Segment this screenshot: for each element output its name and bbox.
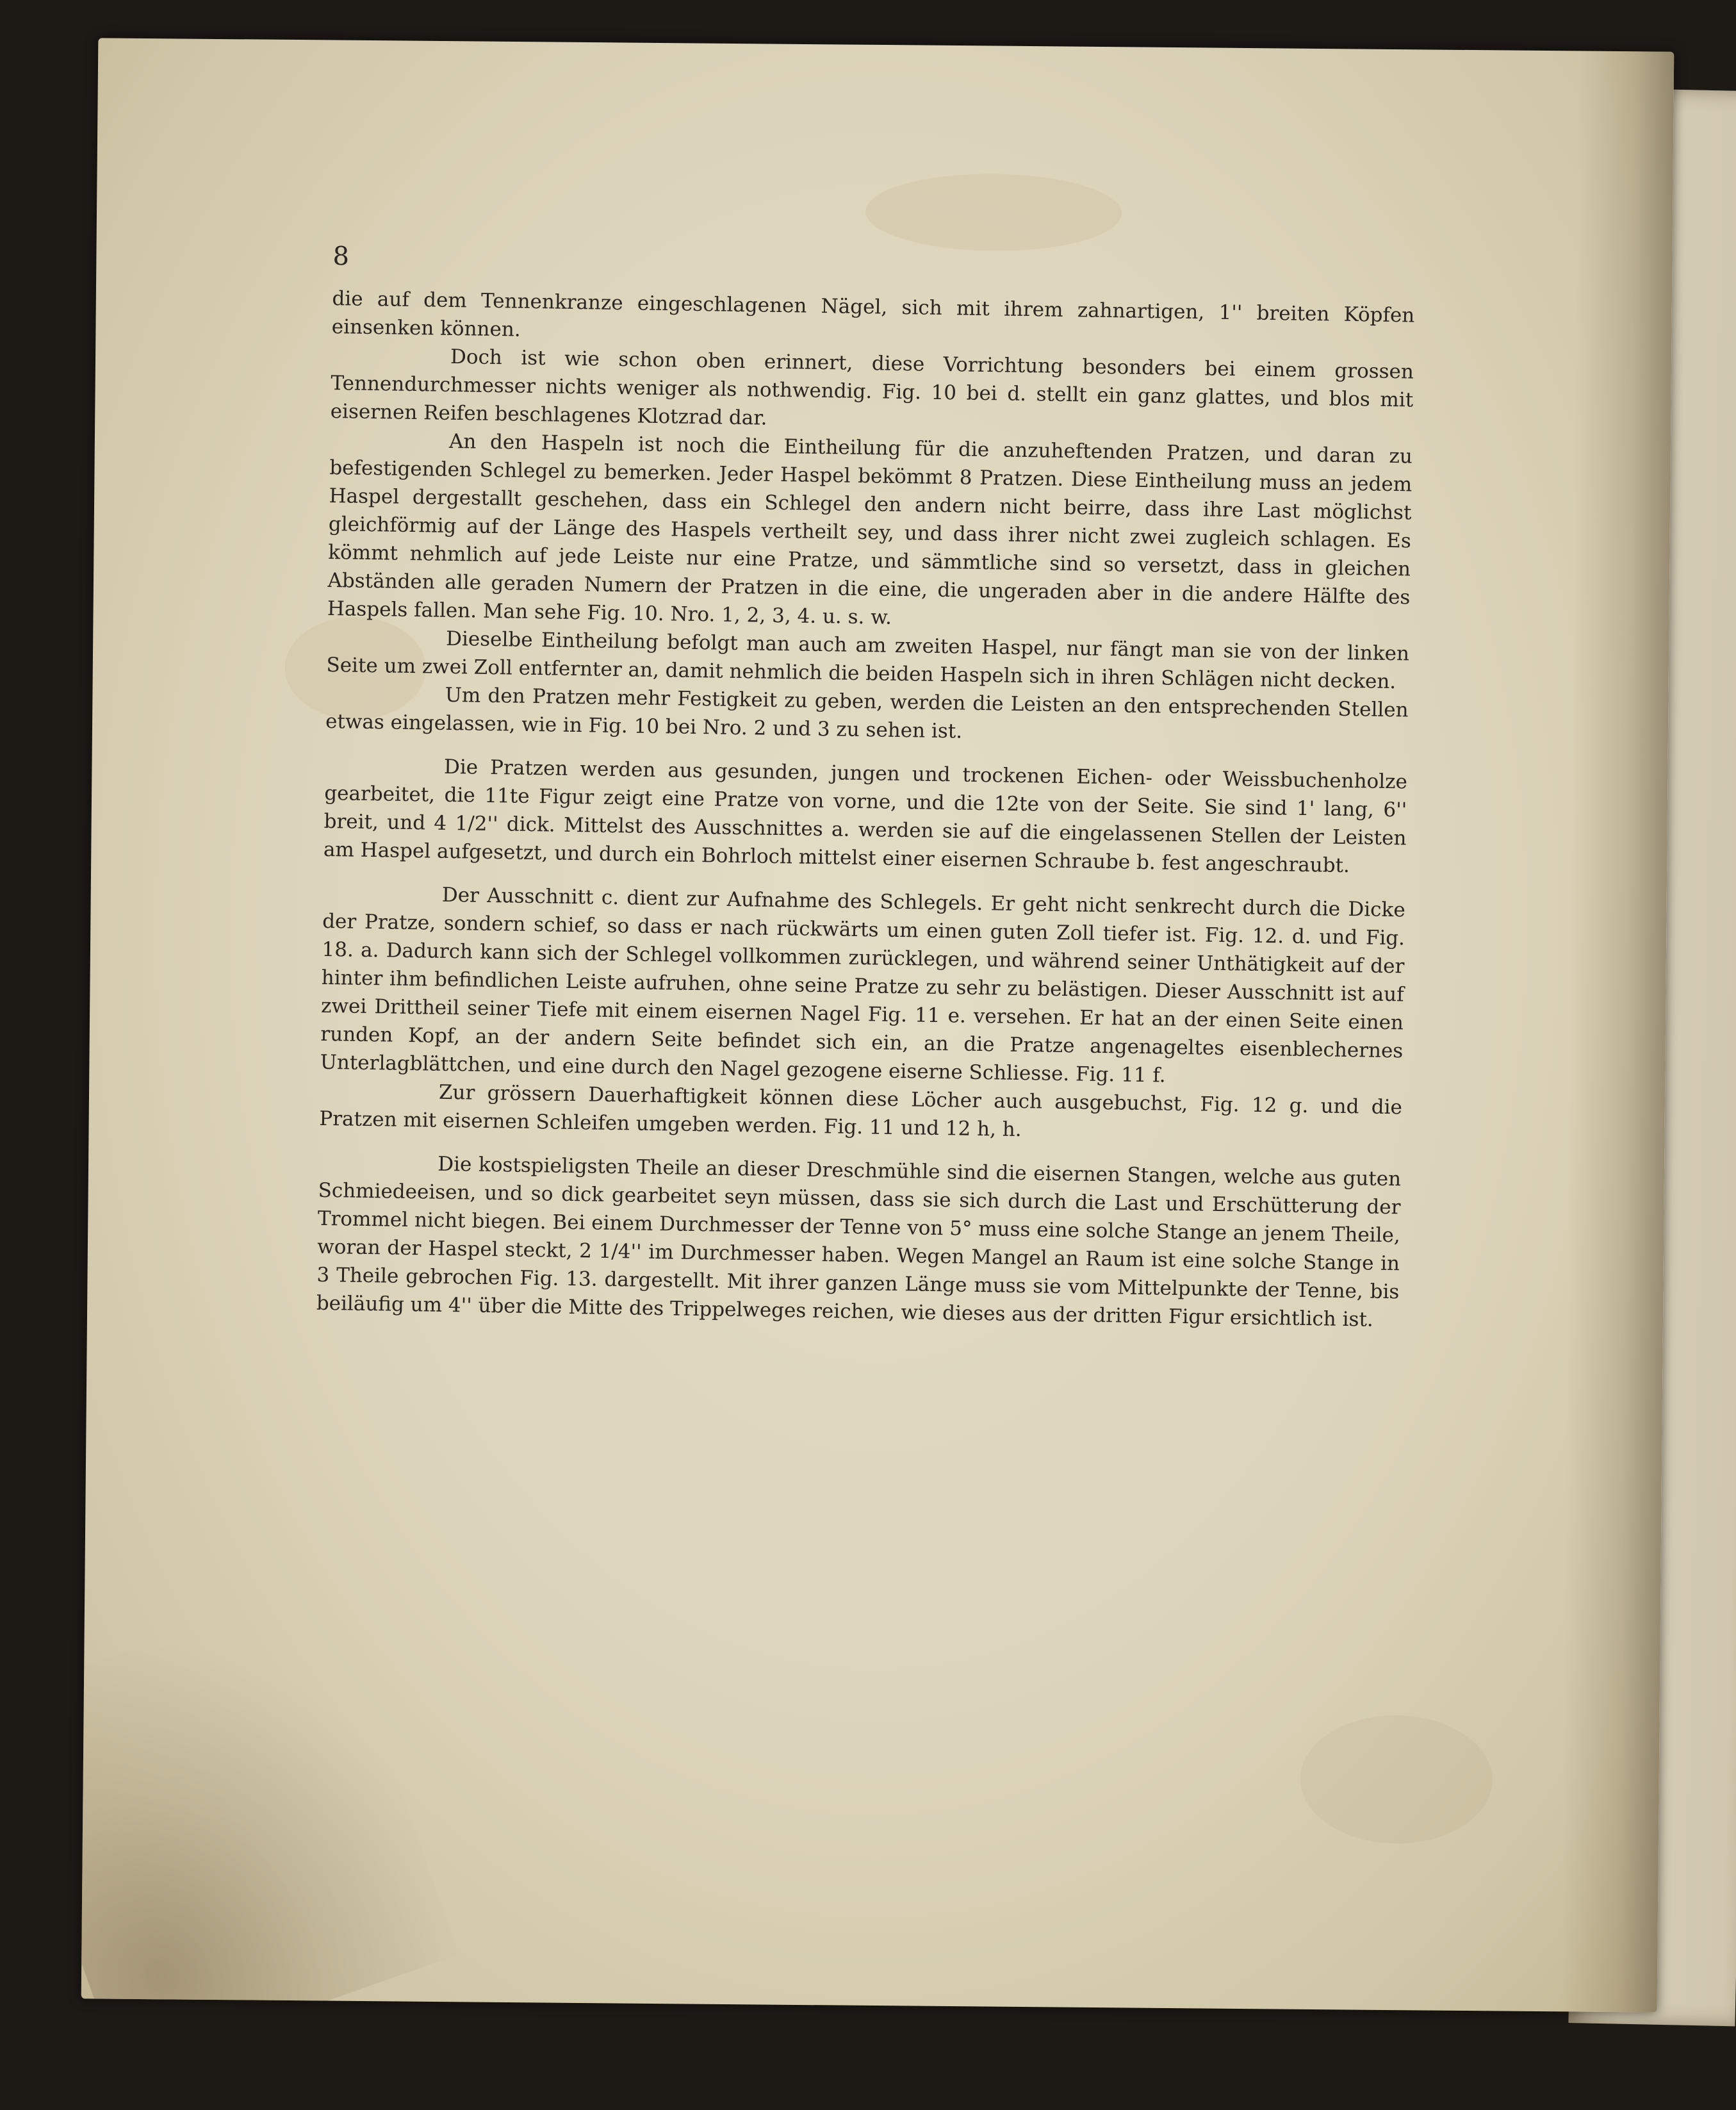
paragraph: An den Haspeln ist noch die Eintheilung für die anzuheftenden Pratzen, und daran zu befestigenden Schlegel zu bemerken. Jeder Haspel bekömmt 8 Pratzen. Diese Eintheilung muss an jedem Haspel dergestallt geschehen, dass ein Schlegel den andern nicht beirre, dass ihre Last möglichst gleichförmig auf der Länge des Haspels vertheilt sey, und dass ihrer nicht zwei zugleich schlagen. Es kömmt nehmlich auf jede Leiste nur eine Pratze, und sämmtliche sind so versetzt, dass in gleichen Abständen alle geraden Numern der Pratzen in die eine, die ungeraden aber in die andere Hälfte des Haspels fallen. Man sehe Fig. 10. Nro. 1, 2, 3, 4. u. s. w. [327,429,1413,629]
paragraph: Die kostspieligsten Theile an dieser Dreschmühle sind die eisernen Stangen, welche aus guten Schmiedeeisen, und so dick gearbeitet seyn müssen, dass sie sich durch die Last und Erschütterung der Trommel nicht biegen. Bei einem Durchmesser der Tenne von 5° muss eine solche Stange an jenem Theile, woran der Haspel steckt, 2 1/4'' im Durchmesser haben. Wegen Mangel an Raum ist eine solche Stange in 3 Theile gebrochen Fig. 13. dargestellt. Mit ihrer ganzen Länge muss sie vom Mittelpunkte der Tenne, bis beiläufig um 4'' über die Mitte des Trippelweges reichen, wie dieses aus der dritten Figur ersichtlich ist. [316,1152,1402,1331]
worn-page-corner [81,1579,459,2012]
paper-stain [1300,1715,1493,1845]
paragraph: Dieselbe Eintheilung befolgt man auch am zweiten Haspel, nur fängt man sie von der linken Seite um zwei Zoll entfernter an, damit nehmlich die beiden Haspeln sich in ihren Schlägen nicht decken. [326,627,1410,694]
paragraph: Um den Pratzen mehr Festigkeit zu geben, werden die Leisten an den entsprechenden Stellen etwas eingelassen, wie in Fig. 10 bei Nro. 2 und 3 zu sehen ist. [325,683,1409,743]
paragraph: Doch ist wie schon oben erinnert, diese Vorrichtung besonders bei einem grossen Tennendurchmesser nichts weniger als nothwendig. Fig. 10 bei d. stellt ein ganz glattes, und blos mit eisernen Reifen beschlagenes Klotzrad dar. [330,345,1414,430]
paragraph: Die Pratzen werden aus gesunden, jungen und trockenen Eichen- oder Weissbuchenholze gearbeitet, die 11te Figur zeigt eine Pratze von vorne, und die 12te von der Seite. Sie sind 1' lang, 6'' breit, und 4 1/2'' dick. Mittelst des Ausschnittes a. werden sie auf die eingelassenen Stellen der Leisten am Haspel aufgesetzt, und durch ein Bohrloch mittelst einer eisernen Schraube b. fest angeschraubt. [323,755,1408,878]
page-number: 8 [332,241,350,272]
paragraph: Der Ausschnitt c. dient zur Aufnahme des Schlegels. Er geht nicht senkrecht durch die Dicke der Pratze, sondern schief, so dass er nach rückwärts um einen guten Zoll tiefer ist. Fig. 12. d. und Fig. 18. a. Dadurch kann sich der Schlegel vollkommen zurücklegen, und während seiner Unthätigkeit auf der hinter ihm befindlichen Leiste aufruhen, ohne seine Pratze zu sehr zu belästigen. Dieser Ausschnitt ist auf zwei Drittheil seiner Tiefe mit einem eisernen Nagel Fig. 11 e. versehen. Er hat an der einen Seite einen runden Kopf, an der andern Seite befindet sich ein, an die Pratze angenageltes eisenblechernes Unterlagblättchen, und eine durch den Nagel gezogene eiserne Schliesse. Fig. 11 f. [320,883,1405,1087]
page-gutter-shadow [1561,51,1675,2012]
paper-stain [865,173,1122,252]
paragraph: Zur grössern Dauerhaftigkeit können diese Löcher auch ausgebuchst, Fig. 12 g. und die Pratzen mit eisernen Schleifen umgeben werden. Fig. 11 und 12 h, h. [319,1080,1403,1142]
paragraph: die auf dem Tennenkranze eingeschlagenen Nägel, sich mit ihrem zahnartigen, 1'' breiten Köpfen einsenken können. [331,286,1415,342]
page-text [316,237,1416,1334]
